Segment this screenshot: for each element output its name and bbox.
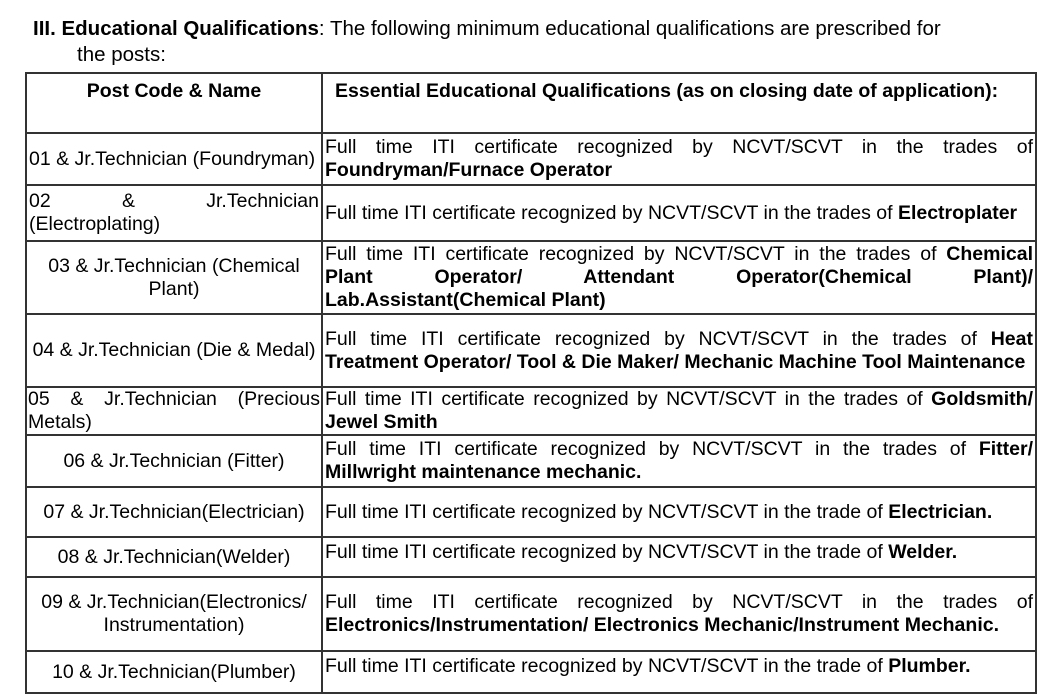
qualification-prefix: Full time ITI certificate recognized by NCVT/SCVT in the trades of xyxy=(325,136,1033,158)
table-row xyxy=(26,537,1036,577)
post-cell: 06 & Jr.Technician (Fitter) xyxy=(26,435,322,487)
post-cell: 02 & Jr.Technician (Electroplating) xyxy=(26,185,322,241)
post-cell: 08 & Jr.Technician(Welder) xyxy=(26,537,322,577)
qualification-trades: Welder. xyxy=(888,541,958,563)
post-cell: 10 & Jr.Technician(Plumber) xyxy=(26,651,322,693)
qualification-cell xyxy=(322,435,1036,487)
qualification-trades: Electrician. xyxy=(888,500,993,523)
section-intro: : The following minimum educational qualifications are prescribed for xyxy=(318,17,941,40)
qualification-trades: Goldsmith/ Jewel Smith xyxy=(325,388,1033,433)
qualifications-table xyxy=(25,72,1037,694)
table-row xyxy=(26,577,1036,651)
table-row xyxy=(26,185,1036,241)
post-cell: 09 & Jr.Technician(Electronics/ Instrumentation) xyxy=(26,577,322,651)
qualification-prefix: Full time ITI certificate recognized by NCVT/SCVT in the trade of xyxy=(325,500,889,523)
qualification-cell xyxy=(322,241,1036,314)
post-cell: 05 & Jr.Technician (Precious Metals) xyxy=(28,388,320,433)
post-cell: 01 & Jr.Technician (Foundryman) xyxy=(26,133,322,185)
header-qualifications: Essential Educational Qualifications (as on closing date of application): xyxy=(322,73,1036,133)
post-cell: 03 & Jr.Technician (Chemical Plant) xyxy=(26,241,322,314)
qualification-cell xyxy=(322,487,1036,537)
section-heading xyxy=(33,16,1023,68)
qualification-cell xyxy=(322,133,1036,185)
qualification-cell xyxy=(322,651,1036,693)
qualification-prefix: Full time ITI certificate recognized by NCVT/SCVT in the trades of xyxy=(325,327,991,350)
section-title: III. Educational Qualifications xyxy=(33,17,319,40)
qualification-cell xyxy=(322,185,1036,241)
table-row xyxy=(26,387,1036,435)
qualification-prefix: Full time ITI certificate recognized by NCVT/SCVT in the trades of xyxy=(325,388,932,410)
header-post-code-name: Post Code & Name xyxy=(26,73,322,133)
table-row xyxy=(26,435,1036,487)
qualification-trades: Electronics/Instrumentation/ Electronics Mechanic/Instrument Mechanic. xyxy=(325,614,999,636)
qualification-cell xyxy=(322,314,1036,387)
qualification-trades: Chemical Plant Operator/ Attendant Operator(Chemical Plant)/ Lab.Assistant(Chemical Plant) xyxy=(325,243,1033,311)
qualification-prefix: Full time ITI certificate recognized by NCVT/SCVT in the trades of xyxy=(325,201,898,224)
qualification-prefix: Full time ITI certificate recognized by NCVT/SCVT in the trades of xyxy=(325,438,979,460)
qualification-cell xyxy=(322,577,1036,651)
qualification-trades: Foundryman/Furnace Operator xyxy=(325,159,613,181)
table-row xyxy=(26,651,1036,693)
qualification-prefix: Full time ITI certificate recognized by NCVT/SCVT in the trades of xyxy=(325,243,947,265)
table-row xyxy=(26,133,1036,185)
qualification-cell xyxy=(322,537,1036,577)
qualification-trades: Fitter/ Millwright maintenance mechanic. xyxy=(325,438,1033,483)
table-row xyxy=(26,314,1036,387)
table-row xyxy=(26,241,1036,314)
qualification-trades: Plumber. xyxy=(888,655,971,677)
post-cell: 07 & Jr.Technician(Electrician) xyxy=(26,487,322,537)
qualification-trades: Electroplater xyxy=(897,201,1018,224)
qualification-trades: Heat Treatment Operator/ Tool & Die Maker/ Mechanic Machine Tool Maintenance xyxy=(325,327,1033,373)
table-header-row xyxy=(26,73,1036,133)
post-cell: 04 & Jr.Technician (Die & Medal) xyxy=(26,314,322,387)
qualification-prefix: Full time ITI certificate recognized by NCVT/SCVT in the trades of xyxy=(325,591,1033,613)
table-row xyxy=(26,487,1036,537)
section-intro-continuation: the posts: xyxy=(77,43,166,66)
qualification-prefix: Full time ITI certificate recognized by NCVT/SCVT in the trade of xyxy=(325,655,889,677)
qualification-cell xyxy=(322,387,1036,435)
qualification-prefix: Full time ITI certificate recognized by NCVT/SCVT in the trade of xyxy=(325,541,889,563)
